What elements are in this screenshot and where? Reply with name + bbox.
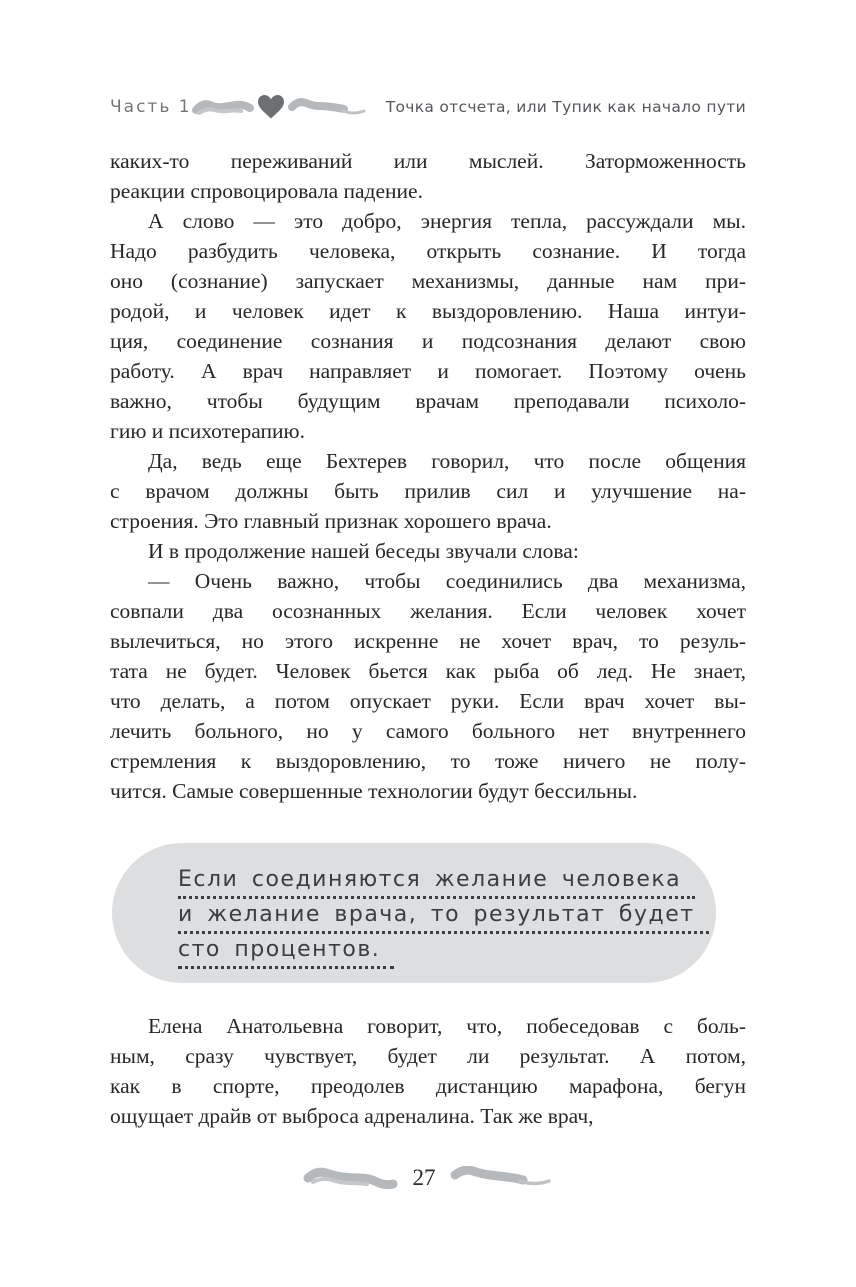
chapter-title: Точка отсчета, или Тупик как начало пути	[385, 98, 746, 116]
page-footer	[0, 1156, 856, 1200]
text-line: тата не будет. Человек бьется как рыба об лед. Не знает,	[110, 659, 746, 683]
text-line: стремления к выздоровлению, то тоже ничего не полу-	[110, 749, 746, 773]
text-line: реакции спровоцировала падение.	[110, 179, 423, 203]
text-line: чится. Самые совершенные технологии будут бессильны.	[110, 779, 638, 803]
page-body	[110, 146, 746, 1131]
callout-line: сто процентов.	[178, 937, 394, 969]
text-line: лечить больного, но у самого больного нет внутреннего	[110, 719, 746, 743]
page-number: 27	[412, 1165, 436, 1190]
part-label: Часть 1	[110, 97, 192, 117]
text-section-2	[110, 1011, 746, 1131]
text-section-1	[110, 146, 746, 806]
scribble-right-icon	[450, 1166, 554, 1190]
text-line: оно (сознание) запускает механизмы, данные нам при-	[110, 269, 746, 293]
text-line: ция, соединение сознания и подсознания делают свою	[110, 329, 746, 353]
text-line: Надо разбудить человека, открыть сознание. И тогда	[110, 239, 746, 263]
text-line: И в продолжение нашей беседы звучали слова:	[148, 539, 579, 563]
running-head	[110, 90, 746, 126]
text-line: родой, и человек идет к выздоровлению. Наша интуи-	[110, 299, 746, 323]
text-line: как в спорте, преодолев дистанцию марафона, бегун	[110, 1074, 746, 1098]
text-line: А слово — это добро, энергия тепла, рассуждали мы.	[148, 209, 746, 233]
callout-line: Если соединяются желание человека	[178, 867, 695, 899]
text-line: ощущает драйв от выброса адреналина. Так же врач,	[110, 1104, 594, 1128]
paragraph	[110, 566, 746, 806]
paragraph	[110, 206, 746, 446]
paragraph	[110, 446, 746, 536]
text-line: строения. Это главный признак хорошего врача.	[110, 509, 552, 533]
text-line: Да, ведь еще Бехтерев говорил, что после общения	[148, 449, 746, 473]
text-line: с врачом должны быть прилив сил и улучшение на-	[110, 479, 746, 503]
text-line: совпали два осознанных желания. Если человек хочет	[110, 599, 746, 623]
text-line: каких-то переживаний или мыслей. Заторможенность	[110, 149, 746, 173]
callout-lines	[178, 867, 696, 969]
callout-line: и желание врача, то результат будет	[178, 902, 709, 934]
paragraph	[110, 536, 746, 566]
text-line: — Очень важно, чтобы соединились два механизма,	[148, 569, 746, 593]
text-line: работу. А врач направляет и помогает. Поэтому очень	[110, 359, 746, 383]
text-line: гию и психотерапию.	[110, 419, 305, 443]
callout-box	[112, 843, 716, 983]
text-line: что делать, а потом опускает руки. Если врач хочет вы-	[110, 689, 746, 713]
header-ornament	[192, 94, 368, 120]
scribble-right-icon	[288, 97, 368, 117]
text-line: ным, сразу чувствует, будет ли результат. А потом,	[110, 1044, 746, 1068]
paragraph	[110, 1011, 746, 1131]
heart-icon	[257, 94, 285, 120]
text-line: вылечиться, но этого искренне не хочет врач, то резуль-	[110, 629, 746, 653]
text-line: Елена Анатольевна говорит, что, побеседовав с боль-	[148, 1014, 746, 1038]
scribble-left-icon	[303, 1166, 399, 1190]
paragraph	[110, 146, 746, 206]
scribble-left-icon	[192, 97, 254, 117]
text-line: важно, чтобы будущим врачам преподавали психоло-	[110, 389, 746, 413]
